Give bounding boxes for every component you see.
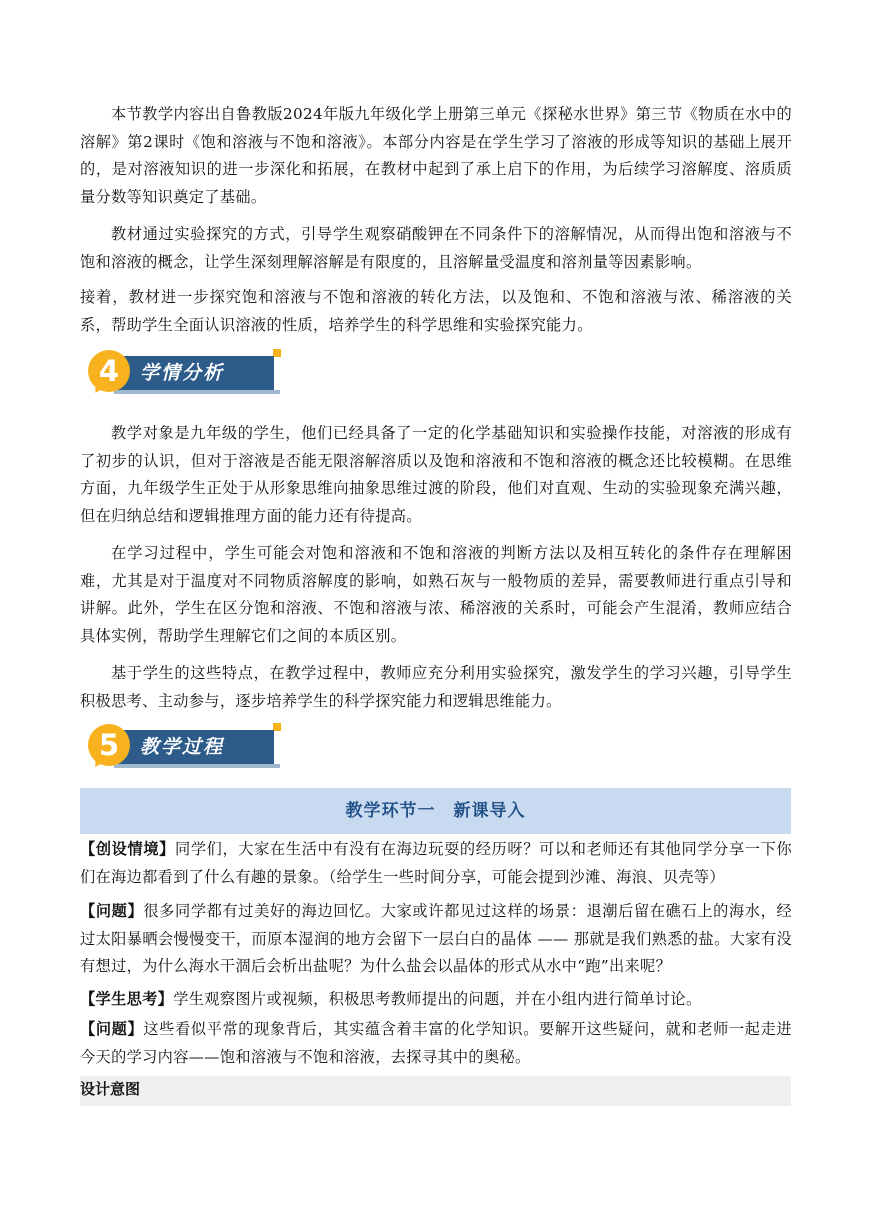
intro-paragraph-2: 教材通过实验探究的方式，引导学生观察硝酸钾在不同条件下的溶解情况，从而得出饱和溶液与不饱和溶液的概念，让学生深刻理解溶解是有限度的，且溶解量受温度和溶剂量等因素影响。 bbox=[80, 225, 792, 271]
item-tag: 【创设情境】 bbox=[80, 840, 175, 858]
section-title: 教学过程 bbox=[140, 736, 225, 758]
process-item bbox=[80, 986, 792, 1014]
item-text: 很多同学都有过美好的海边回忆。大家或许都见过这样的场景：退潮后留在礁石上的海水，经过太阳暴晒会慢慢变干，而原本湿润的地方会留下一层白白的晶体 —— 那就是我们熟悉的盐。大家有没有想过，为什么海水干涸后会析出盐呢？为什么盐会以晶体的形式从水中“跑”出来呢？ bbox=[80, 902, 792, 975]
intro-paragraph-3: 接着，教材进一步探究饱和溶液与不饱和溶液的转化方法，以及饱和、不饱和溶液与浓、稀溶液的关系，帮助学生全面认识溶液的性质，培养学生的科学思维和实验探究能力。 bbox=[80, 288, 792, 334]
section-title-bar bbox=[112, 356, 274, 390]
analysis-paragraph-1: 教学对象是九年级的学生，他们已经具备了一定的化学基础知识和实验操作技能，对溶液的形成有了初步的认识，但对于溶液是否能无限溶解溶质以及饱和溶液和不饱和溶液的概念还比较模糊。在思维方面，九年级学生正处于从形象思维向抽象思维过渡的阶段，他们对直观、生动的实验现象充满兴趣，但在归纳总结和逻辑推理方面的能力还有待提高。 bbox=[80, 424, 792, 525]
analysis-paragraph-2: 在学习过程中，学生可能会对饱和溶液和不饱和溶液的判断方法以及相互转化的条件存在理解困难，尤其是对于温度对不同物质溶解度的影响，如熟石灰与一般物质的差异，需要教师进行重点引导和讲解。此外，学生在区分饱和溶液、不饱和溶液与浓、稀溶液的关系时，可能会产生混淆，教师应结合具体实例，帮助学生理解它们之间的本质区别。 bbox=[80, 544, 792, 645]
design-intent-label: 设计意图 bbox=[80, 1076, 791, 1106]
accent-square bbox=[273, 723, 281, 731]
section-title: 学情分析 bbox=[140, 362, 225, 384]
title-bar-shadow bbox=[114, 390, 280, 394]
teaching-step-title: 教学环节一 新课导入 bbox=[80, 788, 791, 834]
intro-paragraph-1: 本节教学内容出自鲁教版2024年版九年级化学上册第三单元《探秘水世界》第三节《物质在水中的溶解》第2课时《饱和溶液与不饱和溶液》。本部分内容是在学生学习了溶液的形成等知识的基础上展开的，是对溶液知识的进一步深化和拓展，在教材中起到了承上启下的作用，为后续学习溶解度、溶质质量分数等知识奠定了基础。 bbox=[80, 105, 792, 206]
section-number-badge: 5 bbox=[88, 724, 130, 766]
section-header-teaching-process bbox=[80, 718, 300, 778]
item-tag: 【问题】 bbox=[80, 902, 144, 920]
item-tag: 【学生思考】 bbox=[80, 990, 174, 1008]
analysis-paragraph-3: 基于学生的这些特点，在教学过程中，教师应充分利用实验探究，激发学生的学习兴趣，引导学生积极思考、主动参与，逐步培养学生的科学探究能力和逻辑思维能力。 bbox=[80, 664, 792, 710]
section-header-learner-analysis bbox=[80, 344, 300, 404]
section-title-bar bbox=[112, 730, 274, 764]
process-item bbox=[80, 836, 792, 891]
section-number-badge: 4 bbox=[88, 350, 130, 392]
item-text: 同学们，大家在生活中有没有在海边玩耍的经历呀？可以和老师还有其他同学分享一下你们在海边都看到了什么有趣的景象。（给学生一些时间分享，可能会提到沙滩、海浪、贝壳等） bbox=[80, 840, 792, 886]
item-text: 学生观察图片或视频，积极思考教师提出的问题，并在小组内进行简单讨论。 bbox=[173, 990, 702, 1008]
process-item bbox=[80, 1016, 792, 1071]
title-bar-shadow bbox=[114, 764, 280, 768]
item-tag: 【问题】 bbox=[80, 1020, 144, 1038]
accent-square bbox=[273, 349, 281, 357]
item-text: 这些看似平常的现象背后，其实蕴含着丰富的化学知识。要解开这些疑问，就和老师一起走进今天的学习内容——饱和溶液与不饱和溶液，去探寻其中的奥秘。 bbox=[80, 1020, 792, 1066]
process-item bbox=[80, 898, 792, 981]
